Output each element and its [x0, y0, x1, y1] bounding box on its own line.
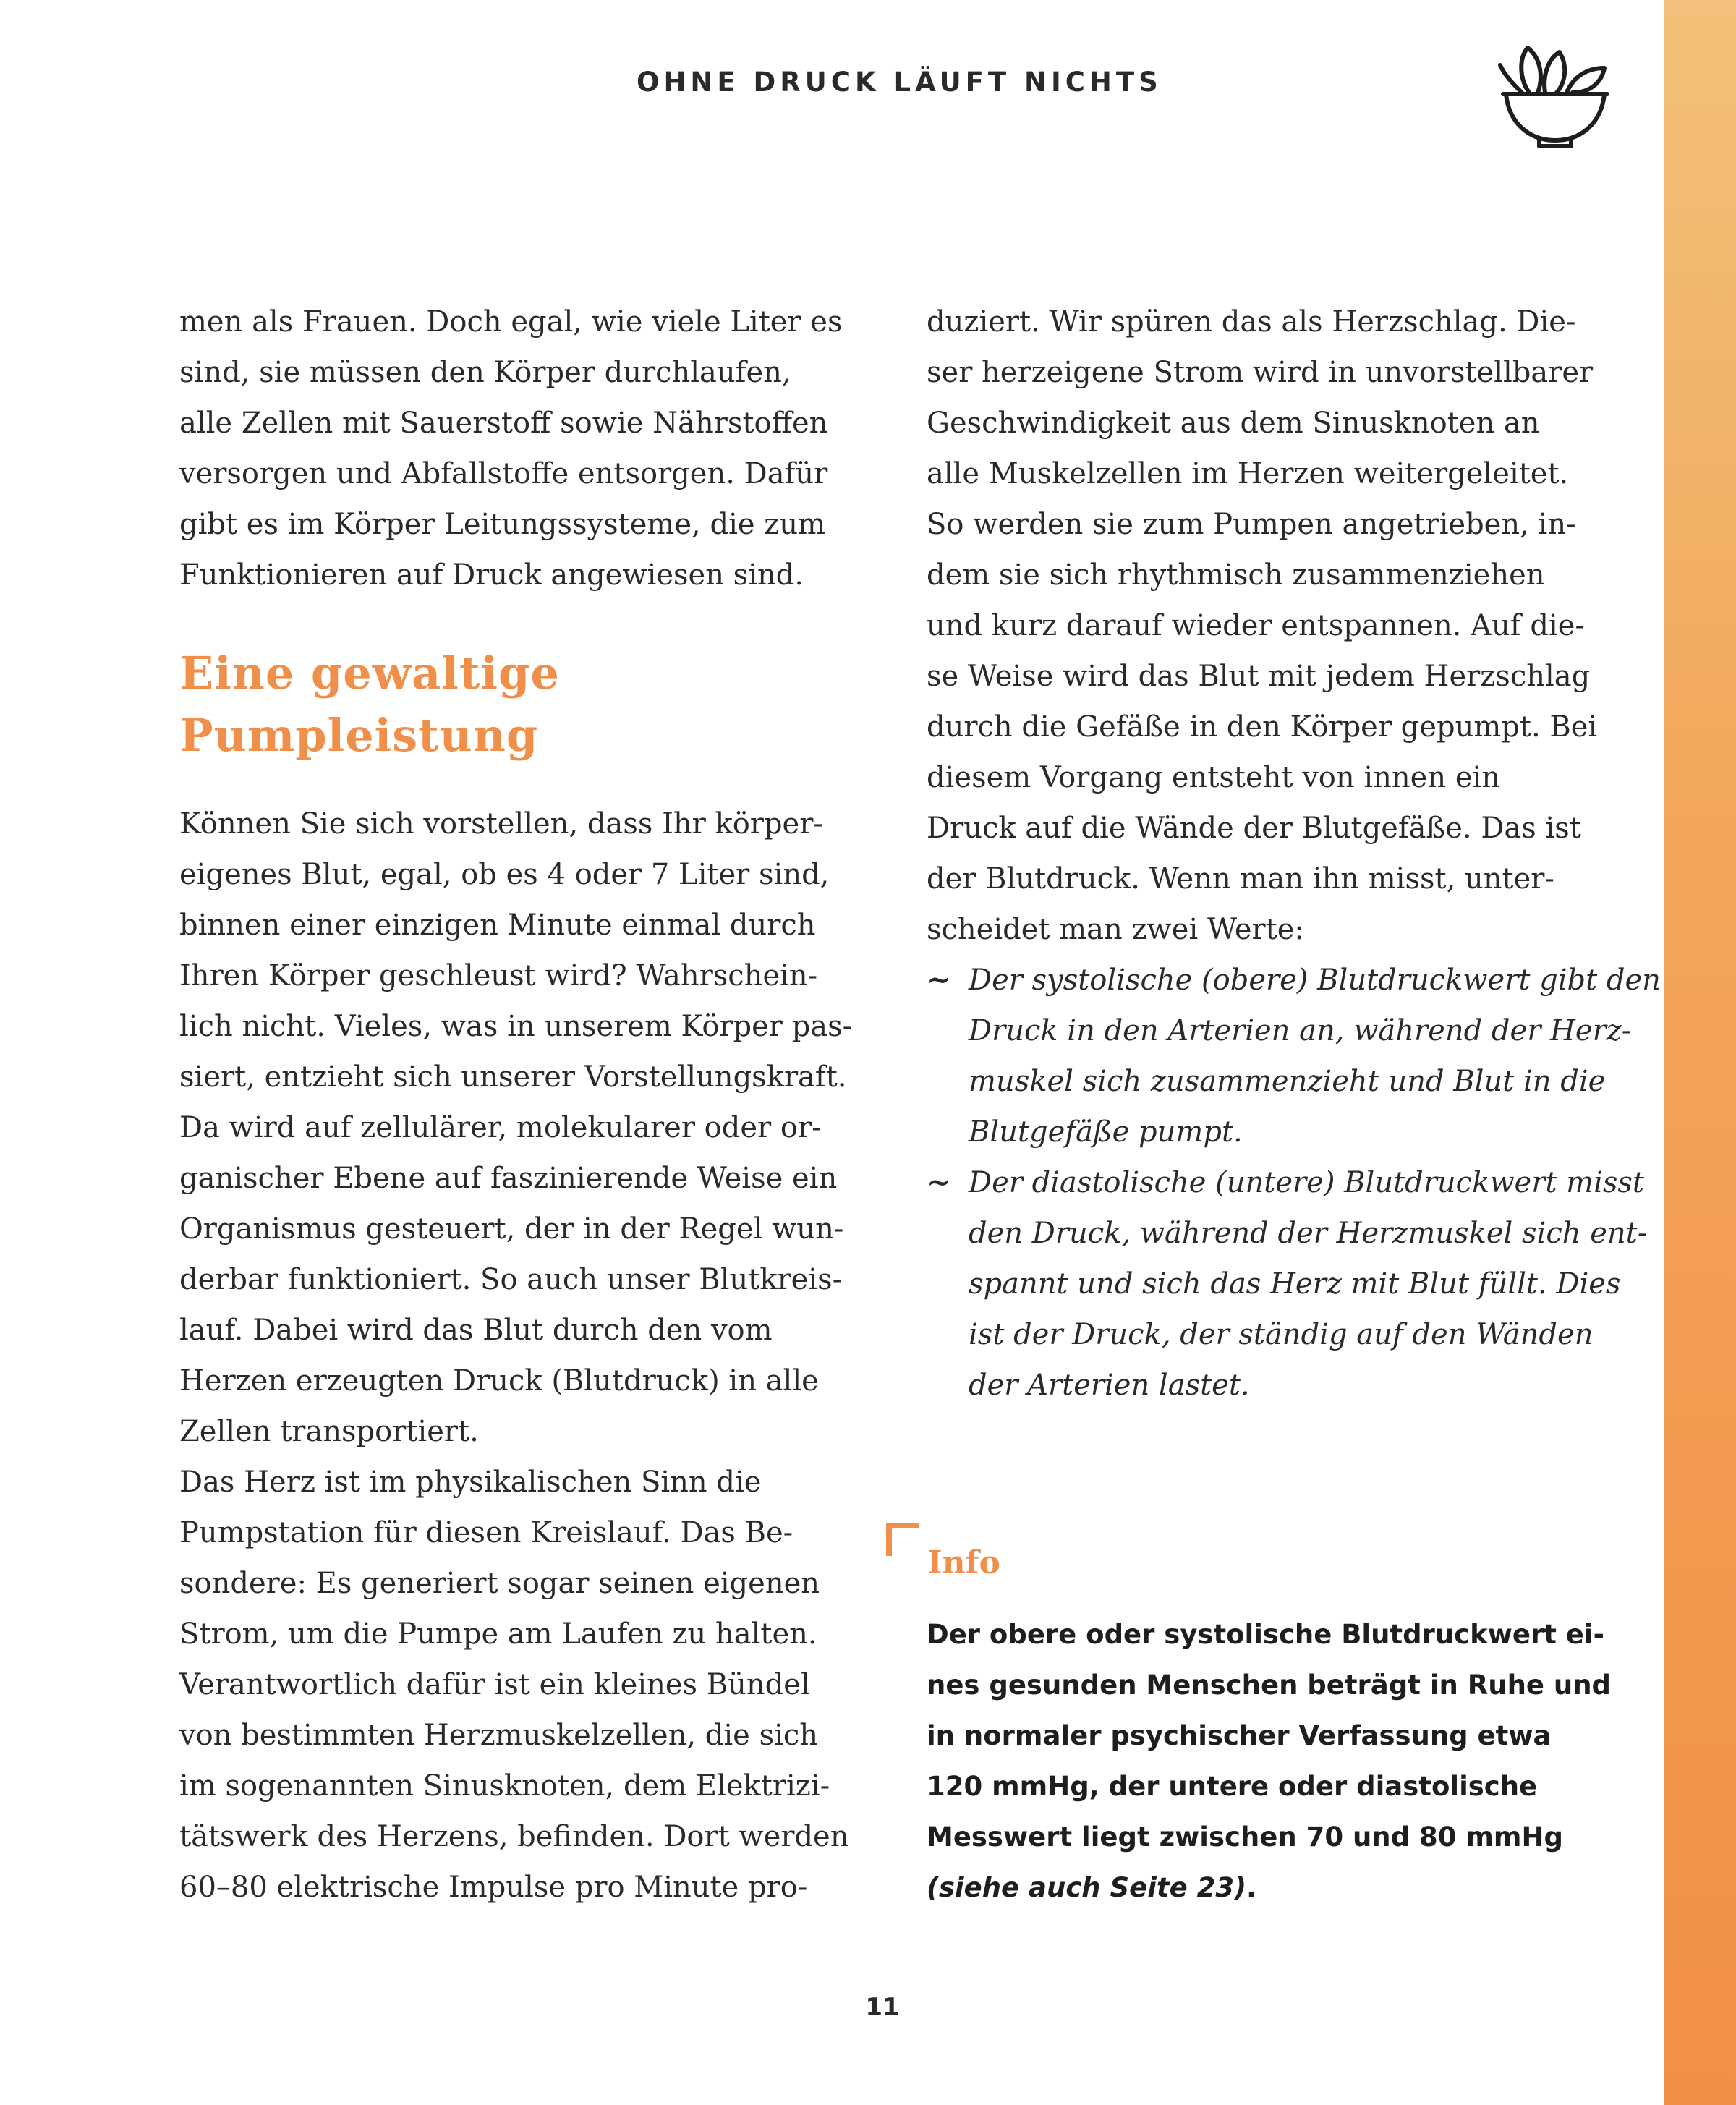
text-line: Der systolische (obere) Blutdruckwert gibt den — [969, 964, 1661, 997]
text-line: se Weise wird das Blut mit jedem Herzschlag — [927, 660, 1591, 693]
text-line: durch die Gefäße in den Körper gepumpt. Bei — [927, 710, 1598, 744]
info-line: nes gesunden Menschen beträgt in Ruhe und — [927, 1670, 1612, 1701]
text-line: im sogenannten Sinusknoten, dem Elektrizi- — [179, 1769, 830, 1803]
text-line: Pumpstation für diesen Kreislauf. Das Be- — [179, 1516, 793, 1549]
text-line: der Blutdruck. Wenn man ihn misst, unter- — [927, 862, 1554, 896]
text-line: Der diastolische (untere) Blutdruckwert misst — [969, 1166, 1644, 1199]
orange-side-bar — [1664, 0, 1736, 2105]
text-line: eigenes Blut, egal, ob es 4 oder 7 Liter sind, — [179, 858, 830, 891]
text-line: derbar funktioniert. So auch unser Blutkreis- — [179, 1263, 843, 1296]
text-line: alle Muskelzellen im Herzen weitergeleitet. — [927, 457, 1569, 490]
tilde-bullet-icon: ~ — [927, 1165, 951, 1199]
text-line: ser herzeigene Strom wird in unvorstellbarer — [927, 356, 1594, 389]
text-line: Geschwindigkeit aus dem Sinusknoten an — [927, 407, 1540, 440]
text-line: Druck in den Arterien an, während der Herz- — [969, 1014, 1632, 1047]
text-line: siert, entzieht sich unserer Vorstellungskraft. — [179, 1060, 847, 1094]
text-line: Verantwortlich dafür ist ein kleines Bündel — [179, 1668, 810, 1701]
intro-paragraph — [179, 297, 852, 600]
text-line: ganischer Ebene auf faszinierende Weise ein — [179, 1162, 838, 1195]
text-line: der Arterien lastet. — [969, 1369, 1250, 1402]
right-column — [927, 297, 1661, 1411]
text-line: Funktionieren auf Druck angewiesen sind. — [179, 558, 804, 592]
heading-line: Pumpleistung — [179, 709, 539, 762]
text-line: lauf. Dabei wird das Blut durch den vom — [179, 1314, 773, 1347]
bullet-item-diastolic — [927, 1157, 1648, 1411]
bowl-with-leaves-icon — [1497, 42, 1613, 150]
corner-bracket-icon — [886, 1523, 919, 1556]
text-line: von bestimmten Herzmuskelzellen, die sich — [179, 1719, 819, 1752]
text-line: Können Sie sich vorstellen, dass Ihr körper- — [179, 807, 823, 841]
info-line: Messwert liegt zwischen 70 und 80 mmHg — [927, 1821, 1563, 1853]
text-line: Druck auf die Wände der Blutgefäße. Das ist — [927, 812, 1581, 845]
tilde-bullet-icon: ~ — [927, 963, 951, 997]
bullet-item-systolic — [927, 955, 1661, 1157]
text-line: sind, sie müssen den Körper durchlaufen, — [179, 356, 791, 389]
text-line: Organismus gesteuert, der in der Regel wun- — [179, 1212, 844, 1246]
text-line: Ihren Körper geschleust wird? Wahrschein- — [179, 959, 818, 992]
text-line: den Druck, während der Herzmuskel sich ent- — [969, 1217, 1648, 1250]
text-line: 60–80 elektrische Impulse pro Minute pro- — [179, 1871, 808, 1904]
text-line: binnen einer einzigen Minute einmal durch — [179, 909, 816, 942]
text-line: So werden sie zum Pumpen angetrieben, in- — [927, 508, 1576, 541]
text-line: Herzen erzeugten Druck (Blutdruck) in alle — [179, 1364, 819, 1398]
text-line: sondere: Es generiert sogar seinen eigenen — [179, 1567, 820, 1600]
reference-period: . — [1246, 1872, 1257, 1903]
info-line-reference — [927, 1863, 1621, 1913]
text-line: scheidet man zwei Werte: — [927, 913, 1304, 946]
page-reference: (siehe auch Seite 23) — [927, 1872, 1246, 1903]
left-column — [179, 297, 852, 1913]
info-text — [927, 1609, 1621, 1913]
text-line: ist der Druck, der ständig auf den Wänden — [969, 1318, 1594, 1351]
text-line: versorgen und Abfallstoffe entsorgen. Dafür — [179, 457, 828, 490]
text-line: diesem Vorgang entsteht von innen ein — [927, 761, 1501, 794]
body-paragraph — [927, 297, 1599, 955]
text-line: tätswerk des Herzens, befinden. Dort werden — [179, 1820, 849, 1853]
text-line: gibt es im Körper Leitungssysteme, die zum — [179, 508, 826, 541]
text-line: spannt und sich das Herz mit Blut füllt. Dies — [969, 1267, 1621, 1301]
text-line: Blutgefäße pumpt. — [969, 1115, 1243, 1149]
text-line: Zellen transportiert. — [179, 1415, 479, 1448]
text-line: Das Herz ist im physikalischen Sinn die — [179, 1466, 762, 1499]
text-line: lich nicht. Vieles, was in unserem Körper pas- — [179, 1010, 853, 1043]
heading-line: Eine gewaltige — [179, 647, 560, 699]
info-line: Der obere oder systolische Blutdruckwert ei- — [927, 1619, 1604, 1650]
text-line: dem sie sich rhythmisch zusammenziehen — [927, 558, 1545, 592]
running-head: OHNE DRUCK LÄUFT NICHTS — [637, 67, 1162, 98]
section-heading — [179, 642, 852, 767]
body-paragraph — [179, 799, 852, 1913]
page-number: 11 — [865, 1993, 900, 2022]
text-line: muskel sich zusammenzieht und Blut in die — [969, 1065, 1606, 1098]
info-title: Info — [927, 1544, 1000, 1581]
text-line: und kurz darauf wieder entspannen. Auf die- — [927, 609, 1585, 642]
text-line: duziert. Wir spüren das als Herzschlag. Die- — [927, 305, 1576, 339]
text-line: Da wird auf zellulärer, molekularer oder or- — [179, 1111, 822, 1144]
info-line: in normaler psychischer Verfassung etwa — [927, 1720, 1552, 1751]
text-line: men als Frauen. Doch egal, wie viele Liter es — [179, 305, 843, 339]
info-line: 120 mmHg, der untere oder diastolische — [927, 1771, 1538, 1802]
text-line: Strom, um die Pumpe am Laufen zu halten. — [179, 1617, 817, 1651]
text-line: alle Zellen mit Sauerstoff sowie Nährstoffen — [179, 407, 828, 440]
